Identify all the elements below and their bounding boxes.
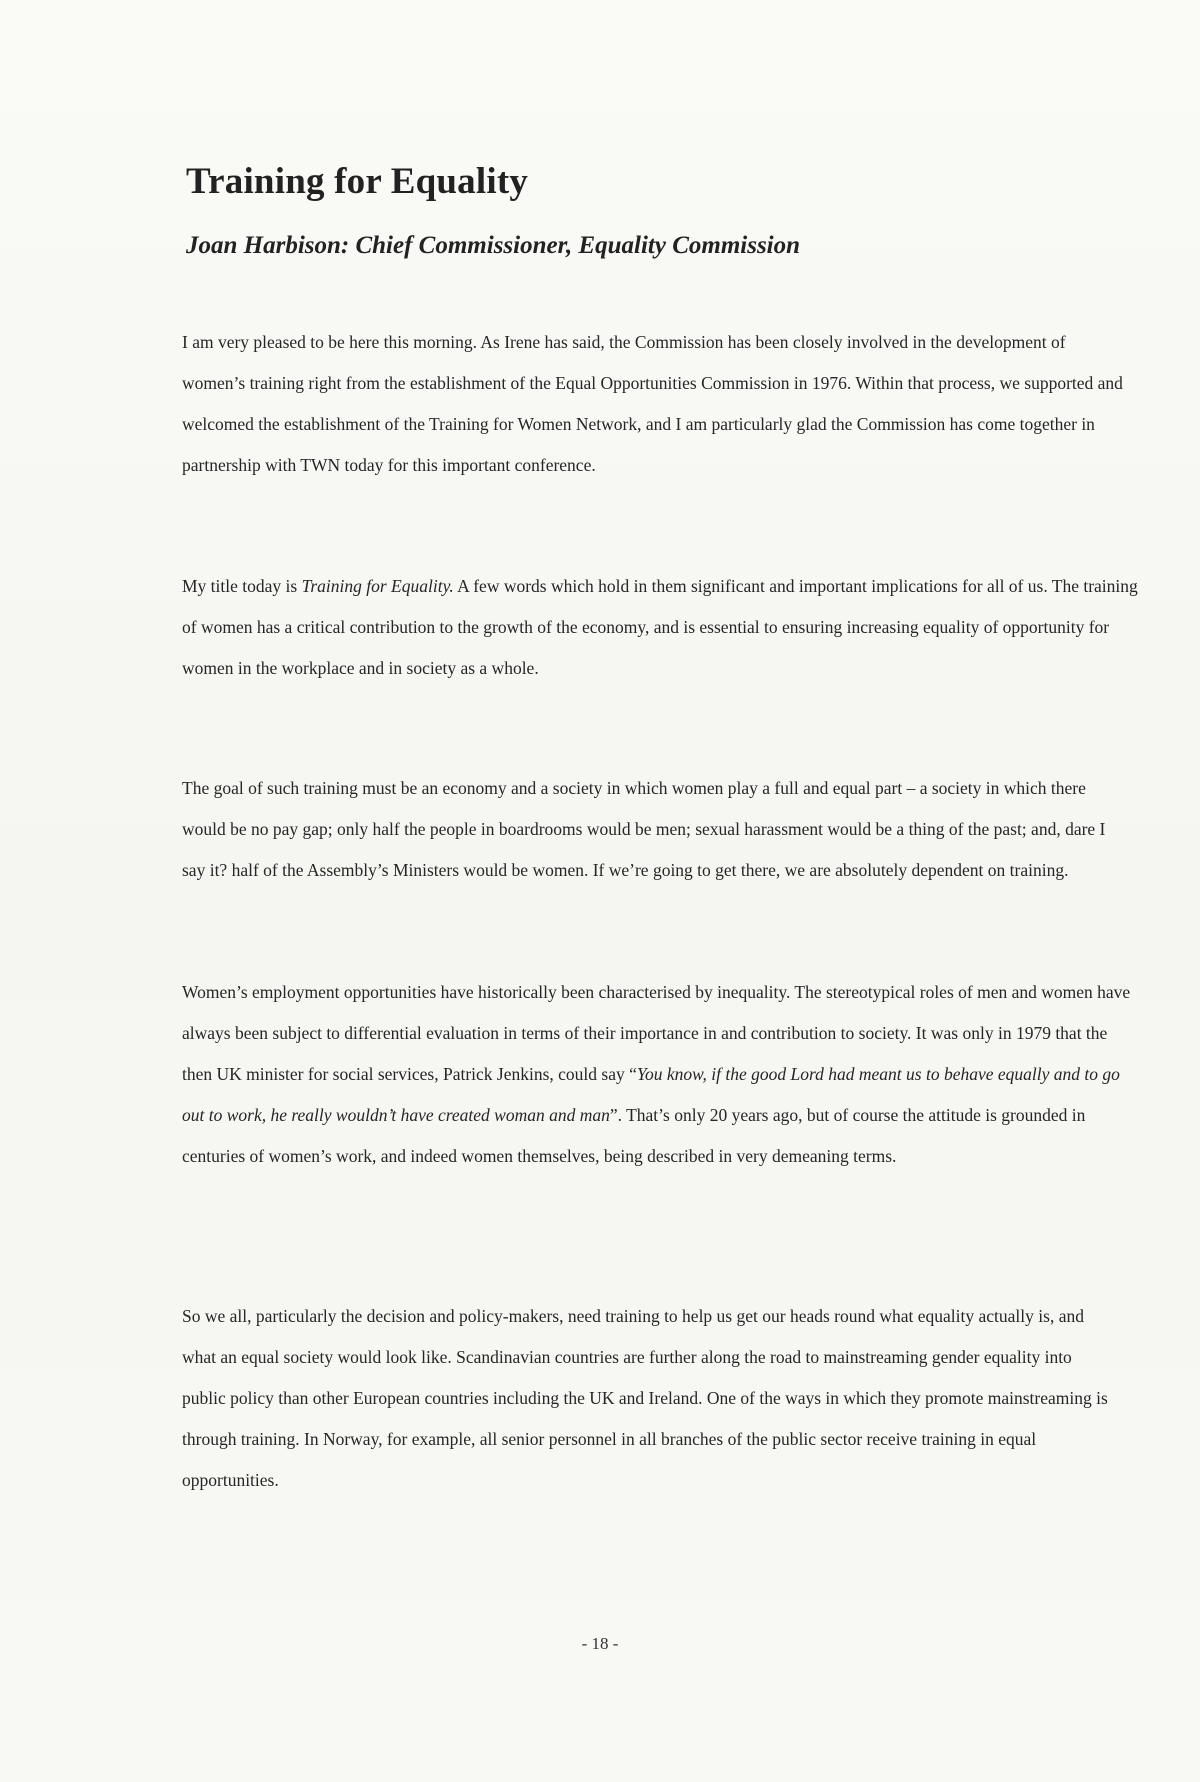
- page-number: - 18 -: [581, 1634, 619, 1653]
- paragraph-4-body: ”. That’s only 20 years ago, but of course the attitude is grounded in centuries of women’s work, and indeed women themselves, being described in very demeaning terms.: [182, 1105, 1086, 1166]
- author-byline: Joan Harbison: Chief Commissioner, Equality Commission: [186, 232, 801, 259]
- paragraph-4-quote-italic: You know, if the good Lord had meant us to behave equally and to go out to work, he really wouldn’t have created woman and man: [182, 1064, 1120, 1125]
- paragraph-5: So we all, particularly the decision and policy-makers, need training to help us get our heads round what equality actually is, and what an equal society would look like. Scandinavian countries are further along the road to mainstreaming gender equality into public policy than other European countries including the UK and Ireland. One of the ways in which they promote mainstreaming is through training. In Norway, for example, all senior personnel in all branches of the public sector receive training in equal opportunities.: [182, 1306, 1108, 1490]
- page-title: Training for Equality: [186, 161, 529, 202]
- paragraph-2: [182, 566, 1140, 689]
- paragraph-1: I am very pleased to be here this morning. As Irene has said, the Commission has been closely involved in the development of women’s training right from the establishment of the Equal Opportunities Commission in 1976. Within that process, we supported and welcomed the establishment of the Training for Women Network, and I am particularly glad the Commission has come together in partnership with TWN today for this important conference.: [182, 332, 1123, 475]
- paragraph-2-body: A few words which hold in them significant and important implications for all of us. The training of women has a critical contribution to the growth of the economy, and is essential to ensuring increasing equality of opportunity for women in the workplace and in society as a whole.: [182, 576, 1138, 678]
- paragraph-4: [182, 972, 1140, 1177]
- paragraph-3: The goal of such training must be an economy and a society in which women play a full and equal part – a society in which there would be no pay gap; only half the people in boardrooms would be men; sexual harassment would be a thing of the past; and, dare I say it? half of the Assembly’s Ministers would be women. If we’re going to get there, we are absolutely dependent on training.: [182, 778, 1106, 880]
- paragraph-2-title-italic: Training for Equality.: [301, 576, 454, 596]
- paragraph-2-intro: My title today is: [182, 576, 302, 596]
- paragraph-4-intro: Women’s employment opportunities have historically been characterised by inequality. The stereotypical roles of men and women have always been subject to differential evaluation in terms of their importance in and contribution to society. It was only in 1979 that the then UK minister for social services, Patrick Jenkins, could say “: [182, 982, 1131, 1084]
